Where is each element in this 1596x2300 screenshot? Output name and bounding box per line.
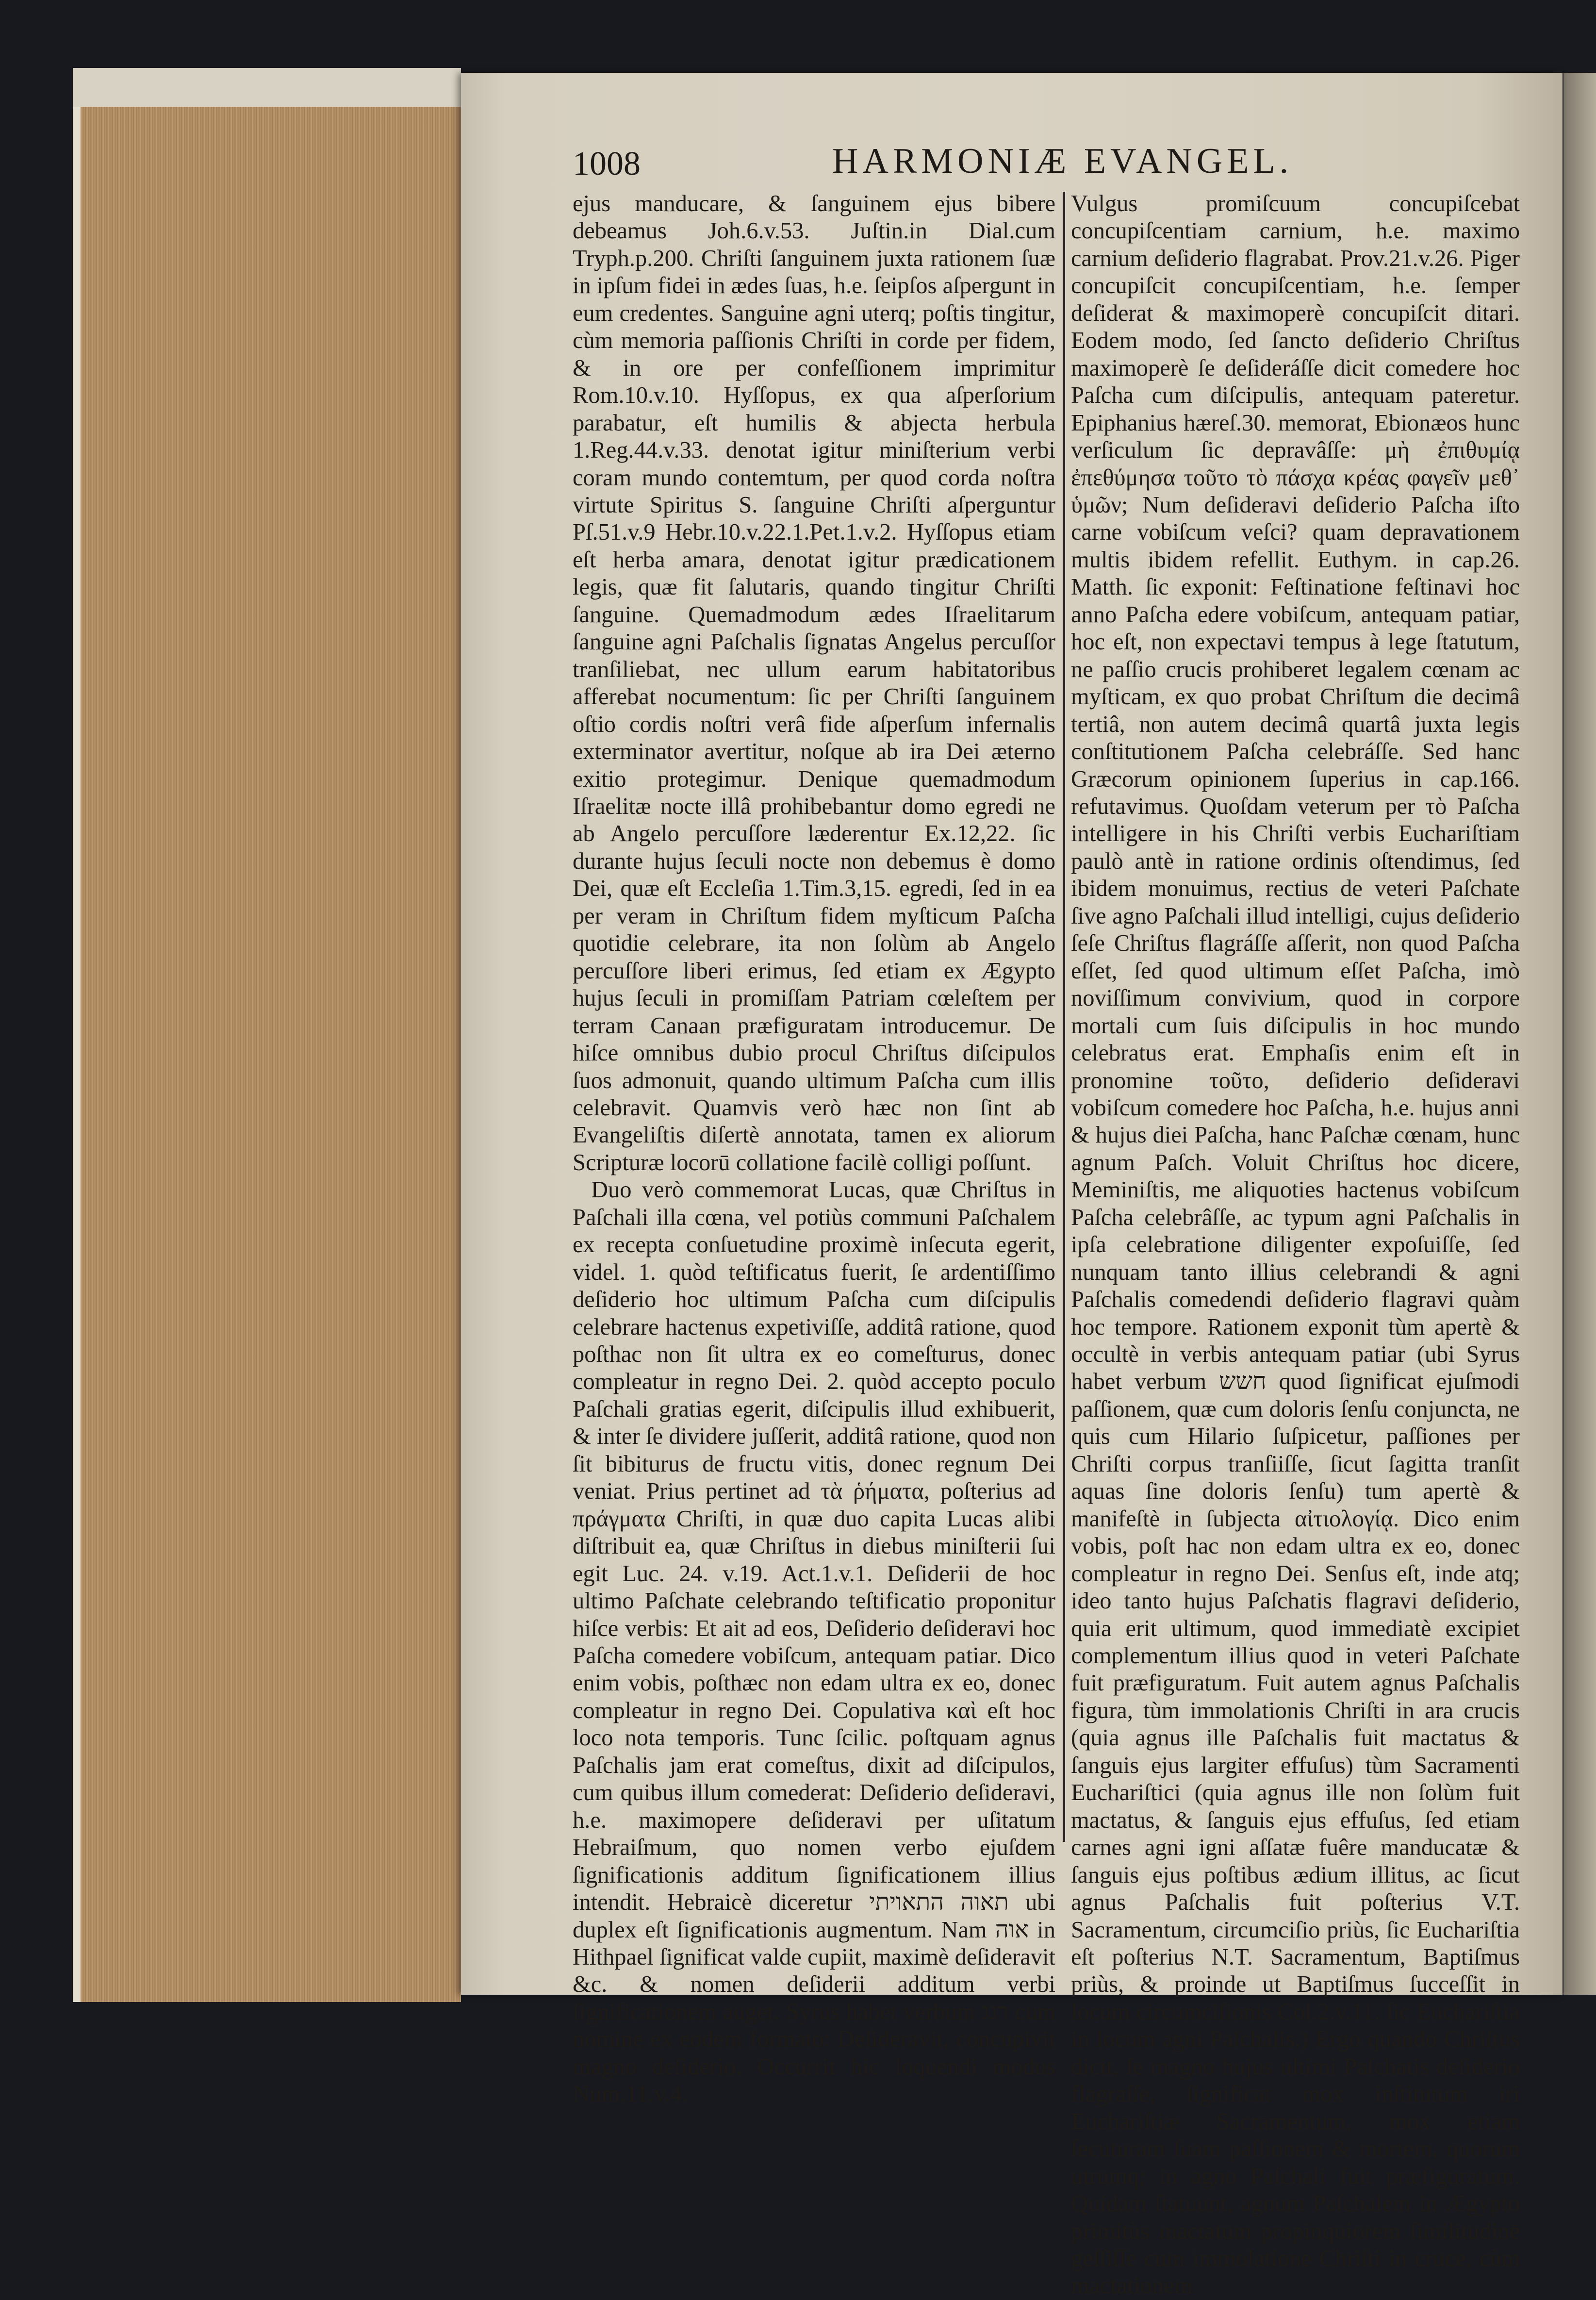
right-paragraph-1: Vulgus promiſcuum concupiſcebat concupiſcentiam carnium, h.e. maximo carnium deſiderio flagrabat. Prov.21.v.26. Piger concupiſcit concupiſcentiam, h.e. ſemper deſiderat & maximoperè concupiſcit ditari. Eodem modo, ſed ſancto deſiderio Chriſtus maximoperè ſe deſideráſſe dicit comedere hoc Paſcha cum diſcipulis, antequam pateretur. Epiphanius hæreſ.30. memorat, Ebionæos hunc verſiculum ſic depravâſſe: μὴ ἐπιθυμίᾳ ἐπεθύμησα τοῦτο τὸ πάσχα κρέας φαγεῖν μεθ᾽ ὑμῶν; Num deſideravi deſiderio Paſcha iſto carne vobiſcum veſci? quam depravationem multis ibidem refellit. Euthym. in cap.26. Matth. ſic exponit: Feſtinatione feſtinavi hoc anno Paſcha edere vobiſcum, antequam patiar, hoc eſt, non expectavi tempus à lege ſtatutum, ne paſſio crucis prohiberet legalem cœnam ac myſticam, ex quo probat Chriſtum die decimâ tertiâ, non autem decimâ quartâ juxta legis conſtitutionem Paſcha celebráſſe. Sed hanc Græcorum opinionem ſuperius in cap.166. refutavimus. Quoſdam veterum per τὸ Paſcha intelligere in his Chriſti verbis Euchariſtiam paulò antè in ratione ordinis oſtendimus, ſed ibidem monuimus, rectius de veteri Paſchate ſive agno Paſchali illud intelligi, cujus deſiderio ſeſe Chriſtus flagráſſe aſſerit, non quod Paſcha eſſet, ſed quod ultimum eſſet Paſcha, imò noviſſimum convivium, quod in corpore mortali cum ſuis diſcipulis in hoc mundo celebratus erat. Emphaſis enim eſt in pronomine τοῦτο, deſiderio deſideravi vobiſcum comedere hoc Paſcha, h.e. hujus anni & hujus diei Paſcha, hanc Paſchæ cœnam, hunc agnum Paſch. Voluit Chriſtus hoc dicere, Meminiſtis, me aliquoties hactenus vobiſcum Paſcha celebrâſſe, ac typum agni Paſchalis in ipſa celebratione diligenter expoſuiſſe, ſed nunquam tanto illius celebrandi & agni Paſchalis comedendi deſiderio flagravi quàm hoc tempore. Rationem exponit tùm apertè & occultè in verbis antequam patiar (ubi Syrus habet verbum חשש quod ſignificat ejuſmodi paſſionem, quæ cum doloris ſenſu conjuncta, ne quis cum Hilario ſuſpicetur, paſſiones per Chriſti corpus tranſiiſſe, ſicut ſagitta tranſit aquas ſine doloris ſenſu) tum apertè & manifeſtè in ſubjecta αἰτιολογίᾳ. Dico enim vobis, poſt hac non edam ultra ex eo, donec compleatur in regno Dei. Senſus eſt, inde atq; ideo tanto hujus Paſchatis flagravi deſiderio, quia erit ultimum, quod immediatè excipiet complementum illius quod in veteri Paſchate fuit præfiguratum. Fuit autem agnus Paſchalis figura, tùm immolationis Chriſti in ara crucis (quia agnus ille Paſchalis fuit mactatus & ſanguis ejus largiter effuſus) tùm Sacramenti Euchariſtici (quia agnus ille non ſolùm fuit mactatus, & ſanguis ejus effuſus, ſed etiam carnes agni igni aſſatæ fuêre manducatæ & ſanguis ejus poſtibus ædium illitus, ac ſicut agnus Paſchalis fuit poſterius V.T. Sacramentum, circumciſio priùs, ſic Euchariſtia eſt poſterius N.T. Sacramentum, Baptiſmus priùs, & proinde ut Baptiſmus ſucceſſit in locum circumciſionis Col.2.v.11. ſic Euchariſtia in locum agni Paſchalis.) Ergo quando Chriſtus dicit, ſe magno hujus ultimi Paſchatis deſiderio flagraſſe, ſignificat mox inſtitutum iri Euchariſtiæ Sacramentum, mox etiam ſecuturam ſuam paſſionem & mortem, quorum utrumq; in agno Paſchali fuit præfiguratum. Quidam ſtatuunt, agnum Paſchalem in Ægypto primitùs mactatum propinquiorem ſimilitudinē geſſiſſe cum immolatione Chriſti in cruce, cùm mactationem bbox=[1071, 191, 1520, 2299]
right-text-column bbox=[1071, 190, 1520, 2299]
column-divider bbox=[1063, 192, 1065, 1842]
page-number: 1008 bbox=[573, 145, 641, 182]
left-paragraph-2: Duo verò commemorat Lucas, quæ Chriſtus in Paſchali illa cœna, vel potiùs communi Paſchalem ex recepta conſuetudine proximè inſecuta egerit, videl. 1. quòd teſtificatus fuerit, ſe ardentiſſimo deſiderio hoc ultimum Paſcha cum diſcipulis celebrare hactenus expetiviſſe, additâ ratione, quod poſthac non ſit ultra ex eo comeſturus, donec compleatur in regno Dei. 2. quòd accepto poculo Paſchali gratias egerit, diſcipulis illud exhibuerit, & inter ſe dividere juſſerit, additâ ratione, quod non ſit bibiturus de fructu vitis, donec regnum Dei veniat. Prius pertinet ad τὰ ῥήματα, poſterius ad πράγματα Chriſti, in quæ duo capita Lucas alibi diſtribuit ea, quæ Chriſtus in diebus miniſterii ſui egit Luc. 24. v.19. Act.1.v.1. Deſiderii de hoc ultimo Paſchate celebrando teſtificatio proponitur hiſce verbis: Et ait ad eos, Deſiderio deſideravi hoc Paſcha comedere vobiſcum, antequam patiar. Dico enim vobis, poſthæc non edam ultra ex eo, donec compleatur in regno Dei. Copulativa καὶ eſt hoc loco nota temporis. Tunc ſcilic. poſtquam agnus Paſchalis jam erat comeſtus, dixit ad diſcipulos, cum quibus illum comederat: Deſiderio deſideravi, h.e. maximopere deſideravi per uſitatum Hebraiſmum, quo nomen verbo ejuſdem ſignificationis additum ſignificationem illius intendit. Hebraicè diceretur תאוה התאויתי ubi duplex eſt ſignificationis augmentum. Nam אוה in Hithpael ſignificat valde cupiit, maximè deſideravit &c. & nomen deſiderii additum verbi ſignificationem auget. Syrus habet verbum רגג cum nomine ex eodem formato: Deſideravit, concupivit magno deſiderio. Occurrit hic loquendi modus Num.11.v.4. bbox=[573, 1177, 1055, 2107]
left-paragraph-1: ejus manducare, & ſanguinem ejus bibere debeamus Joh.6.v.53. Juſtin.in Dial.cum Tryph.p.200. Chriſti ſanguinem juxta rationem ſuæ in ipſum fidei in ædes ſuas, h.e. ſeipſos aſpergunt in eum credentes. Sanguine agni uterq; poſtis tingitur, cùm memoria paſſionis Chriſti in corde per fidem, & in ore per confeſſionem imprimitur Rom.10.v.10. Hyſſopus, ex qua aſperſorium parabatur, eſt humilis & abjecta herbula 1.Reg.44.v.33. denotat igitur miniſterium verbi coram mundo contemtum, per quod corda noſtra virtute Spiritus S. ſanguine Chriſti aſperguntur Pſ.51.v.9 Hebr.10.v.22.1.Pet.1.v.2. Hyſſopus etiam eſt herba amara, denotat igitur prædicationem legis, quæ fit ſalutaris, quando tingitur Chriſti ſanguine. Quemadmodum ædes Iſraelitarum ſanguine agni Paſchalis ſignatas Angelus percuſſor tranſiliebat, nec ullum earum habitatoribus afferebat nocumentum: ſic per Chriſti ſanguinem oſtio cordis noſtri verâ fide aſperſum infernalis exterminator avertitur, noſque ab ira Dei æterno exitio protegimur. Denique quemadmodum Iſraelitæ nocte illâ prohibebantur domo egredi ne ab Angelo percuſſore læderentur Ex.12,22. ſic durante hujus ſeculi nocte non debemus è domo Dei, quæ eſt Eccleſia 1.Tim.3,15. egredi, ſed in ea per veram in Chriſtum fidem myſticum Paſcha quotidie celebrare, ita non ſolùm ab Angelo percuſſore liberi erimus, ſed etiam ex Ægypto hujus ſeculi in promiſſam Patriam cœleſtem per terram Canaan præfiguratam introducemur. De hiſce omnibus dubio procul Chriſtus diſcipulos ſuos admonuit, quando ultimum Paſcha cum illis celebravit. Quamvis verò hæc non ſint ab Evangeliſtis diſertè annotata, tamen ex aliorum Scripturæ locorū collatione facilè colligi poſſunt. bbox=[573, 191, 1055, 1175]
running-title: HARMONIÆ EVANGEL. bbox=[832, 141, 1293, 181]
left-text-column bbox=[573, 190, 1055, 2107]
running-header bbox=[573, 141, 1431, 189]
book-spine-edge bbox=[73, 68, 461, 2002]
facing-page-edge bbox=[1563, 73, 1596, 1995]
book-cover-edge bbox=[73, 68, 461, 107]
